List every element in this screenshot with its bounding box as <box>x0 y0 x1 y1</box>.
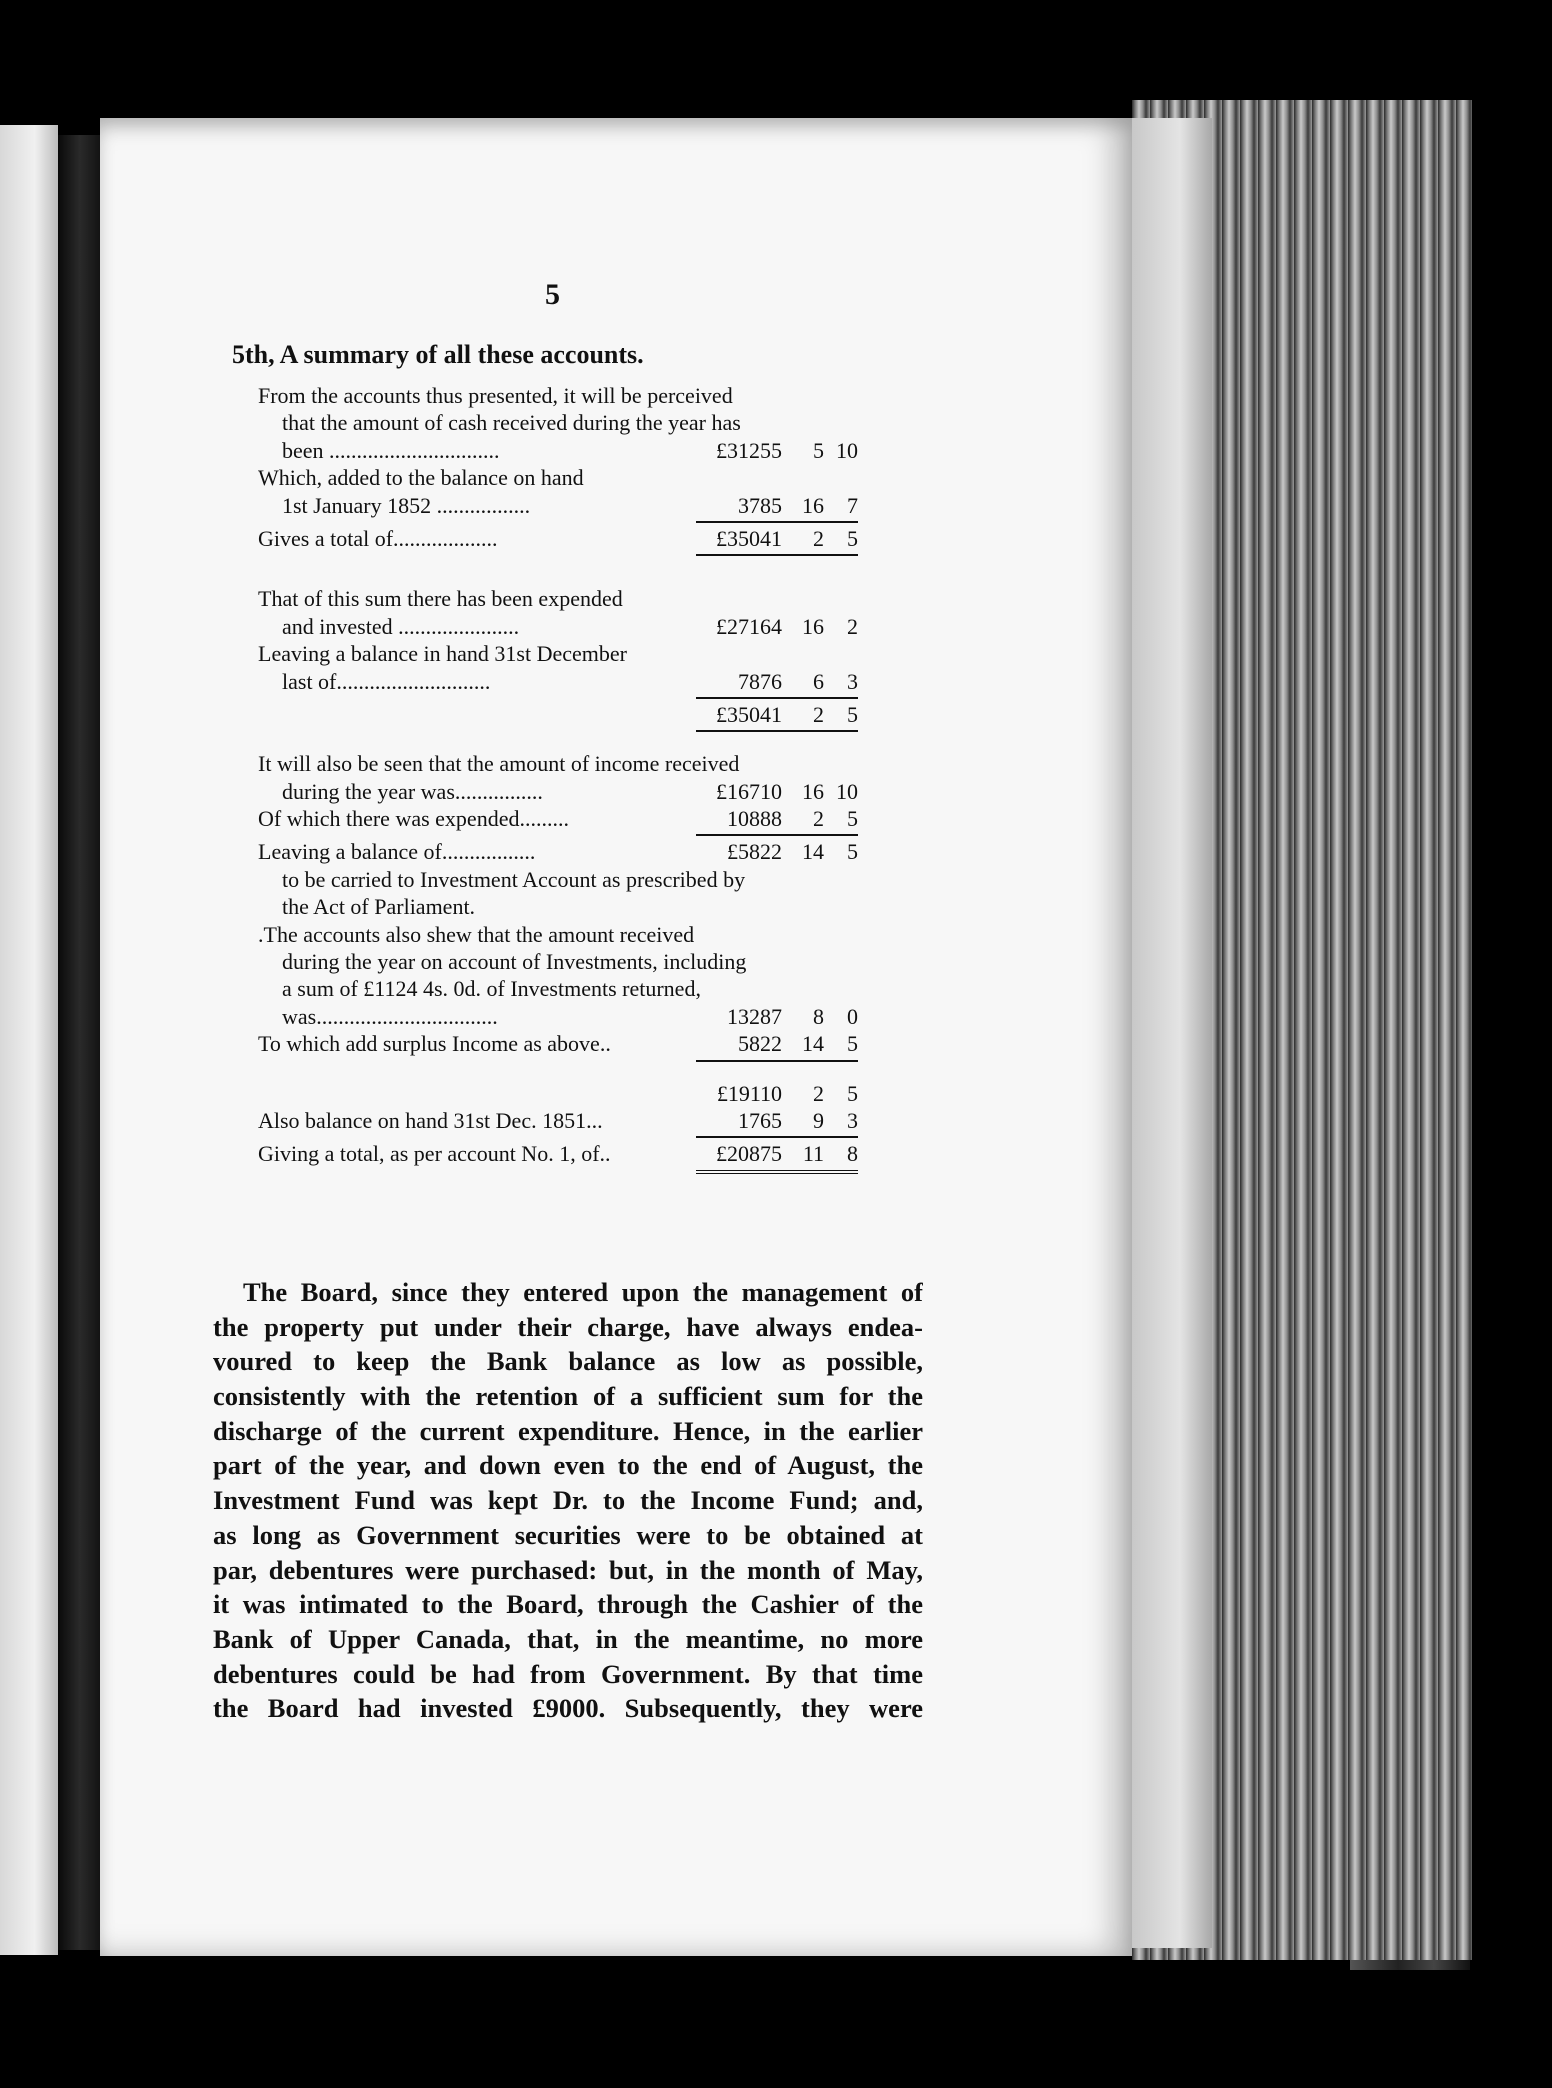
amount-pounds: £20875 <box>716 1141 782 1167</box>
account-text: a sum of £1124 4s. 0d. of Investments returned, <box>282 976 701 1002</box>
accounts-summary <box>258 382 858 1176</box>
entry-label: Of which there was expended......... <box>258 806 569 832</box>
account-entry <box>258 1140 858 1167</box>
amount-shillings: 6 <box>813 668 824 694</box>
account-text: the Act of Parliament. <box>282 894 476 920</box>
entry-label: Gives a total of................... <box>258 525 498 551</box>
account-text: From the accounts thus presented, it will be perceived <box>258 383 733 408</box>
body-line: consistently with the retention of a sufficient sum for the <box>213 1381 923 1412</box>
account-entry <box>258 1003 858 1030</box>
amount-shillings: 16 <box>802 492 824 518</box>
amount-pence: 5 <box>847 525 858 551</box>
account-entry <box>258 492 858 519</box>
account-text: to be carried to Investment Account as prescribed by <box>282 866 746 892</box>
amount-pence: 5 <box>847 1031 858 1057</box>
amount-shillings: 16 <box>802 778 824 804</box>
amount-pence: 8 <box>847 1141 858 1167</box>
account-entry <box>258 437 858 464</box>
previous-page-edge <box>0 125 58 1955</box>
amount-pence: 5 <box>847 806 858 832</box>
entry-label: last of............................ <box>282 668 491 694</box>
account-text: during the year on account of Investments, including <box>282 949 747 975</box>
entry-label: during the year was................ <box>282 778 543 804</box>
account-line <box>258 585 858 612</box>
body-line: it was intimated to the Board, through the Cashier of the <box>213 1589 923 1620</box>
body-line: par, debentures were purchased: but, in the month of May, <box>213 1554 923 1585</box>
account-entry <box>258 1030 858 1057</box>
amount-pence: 7 <box>847 492 858 518</box>
book-gutter <box>58 135 102 1950</box>
account-line <box>258 382 858 409</box>
entry-label: and invested ...................... <box>282 613 520 639</box>
entry-label: was................................. <box>282 1003 498 1029</box>
spacer <box>258 1064 858 1080</box>
entry-label: Also balance on hand 31st Dec. 1851... <box>258 1107 603 1133</box>
sum-rule <box>696 1136 858 1138</box>
account-text: It will also be seen that the amount of income received <box>258 751 740 777</box>
amount-pence: 10 <box>836 437 858 463</box>
body-line: Investment Fund was kept Dr. to the Income Fund; and, <box>213 1485 923 1516</box>
account-entry <box>258 805 858 832</box>
amount-shillings: 2 <box>813 701 824 727</box>
account-entry <box>258 701 858 728</box>
body-line: the property put under their charge, have always endea- <box>213 1311 923 1342</box>
sum-rule <box>696 1060 858 1062</box>
section-heading: 5th, A summary of all these accounts. <box>232 340 644 369</box>
sum-rule <box>696 834 858 836</box>
amount-shillings: 14 <box>802 839 824 865</box>
amount-pounds: £35041 <box>716 701 782 727</box>
sum-rule <box>696 697 858 699</box>
body-paragraph <box>213 1275 923 1726</box>
account-entry <box>258 668 858 695</box>
spacer <box>258 734 858 750</box>
body-line: Bank of Upper Canada, that, in the meantime, no more <box>213 1623 923 1654</box>
amount-shillings: 2 <box>813 806 824 832</box>
entry-label: To which add surplus Income as above.. <box>258 1031 611 1057</box>
amount-pounds: 5822 <box>738 1031 782 1057</box>
sum-rule <box>696 521 858 523</box>
body-line: The Board, since they entered upon the management of <box>243 1277 923 1307</box>
entry-label: 1st January 1852 ................. <box>282 492 531 518</box>
amount-pence: 0 <box>847 1003 858 1029</box>
amount-pounds: £19110 <box>716 1080 782 1106</box>
account-entry <box>258 838 858 865</box>
account-line <box>258 975 858 1002</box>
amount-shillings: 9 <box>813 1107 824 1133</box>
amount-pounds: £31255 <box>716 437 782 463</box>
amount-pounds: 3785 <box>738 492 782 518</box>
amount-pounds: 10888 <box>727 806 782 832</box>
account-line <box>258 750 858 777</box>
sum-rule <box>696 730 858 732</box>
amount-shillings: 2 <box>813 1080 824 1106</box>
amount-pence: 3 <box>847 1107 858 1133</box>
amount-shillings: 5 <box>813 437 824 463</box>
account-entry <box>258 525 858 552</box>
entry-label: been ............................... <box>282 437 500 463</box>
double-total-rule <box>696 1170 858 1174</box>
body-line: discharge of the current expenditure. Hence, in the earlier <box>213 1415 923 1446</box>
account-line <box>258 921 858 948</box>
body-line: part of the year, and down even to the end of August, the <box>213 1450 923 1481</box>
account-text: Leaving a balance in hand 31st December <box>258 641 627 667</box>
amount-pounds: £5822 <box>727 839 782 865</box>
page-edge-curl <box>1132 118 1212 1948</box>
account-line <box>258 893 858 920</box>
body-line: the Board had invested £9000. Subsequently, they were <box>213 1693 923 1724</box>
body-line: as long as Government securities were to be obtained at <box>213 1519 923 1550</box>
account-line <box>258 866 858 893</box>
amount-shillings: 8 <box>813 1003 824 1029</box>
amount-pounds: £27164 <box>716 613 782 639</box>
amount-shillings: 11 <box>802 1141 824 1167</box>
amount-shillings: 14 <box>802 1031 824 1057</box>
amount-shillings: 16 <box>802 613 824 639</box>
account-entry <box>258 1107 858 1134</box>
amount-pounds: 13287 <box>727 1003 782 1029</box>
account-entry <box>258 778 858 805</box>
account-text: .The accounts also shew that the amount received <box>258 921 695 947</box>
amount-pence: 5 <box>847 701 858 727</box>
amount-pounds: 7876 <box>738 668 782 694</box>
entry-label: Leaving a balance of................. <box>258 839 536 865</box>
account-entry <box>258 613 858 640</box>
amount-pounds: 1765 <box>738 1107 782 1133</box>
amount-pounds: £35041 <box>716 525 782 551</box>
spacer <box>258 558 858 585</box>
account-text: that the amount of cash received during the year has <box>282 410 741 436</box>
body-line: debentures could be had from Government. By that time <box>213 1658 923 1689</box>
account-line <box>258 409 858 436</box>
account-line <box>258 464 858 491</box>
amount-pence: 5 <box>847 1080 858 1106</box>
account-entry <box>258 1080 858 1107</box>
body-line: voured to keep the Bank balance as low as possible, <box>213 1346 923 1377</box>
amount-pence: 5 <box>847 839 858 865</box>
amount-pounds: £16710 <box>716 778 782 804</box>
account-text: Which, added to the balance on hand <box>258 465 584 491</box>
amount-pence: 10 <box>836 778 858 804</box>
amount-pence: 3 <box>847 668 858 694</box>
page-number: 5 <box>545 278 560 311</box>
sum-rule <box>696 554 858 556</box>
account-line <box>258 640 858 667</box>
account-line <box>258 948 858 975</box>
amount-pence: 2 <box>847 613 858 639</box>
entry-label: Giving a total, as per account No. 1, of.. <box>258 1141 611 1167</box>
account-text: That of this sum there has been expended <box>258 586 623 612</box>
amount-shillings: 2 <box>813 525 824 551</box>
